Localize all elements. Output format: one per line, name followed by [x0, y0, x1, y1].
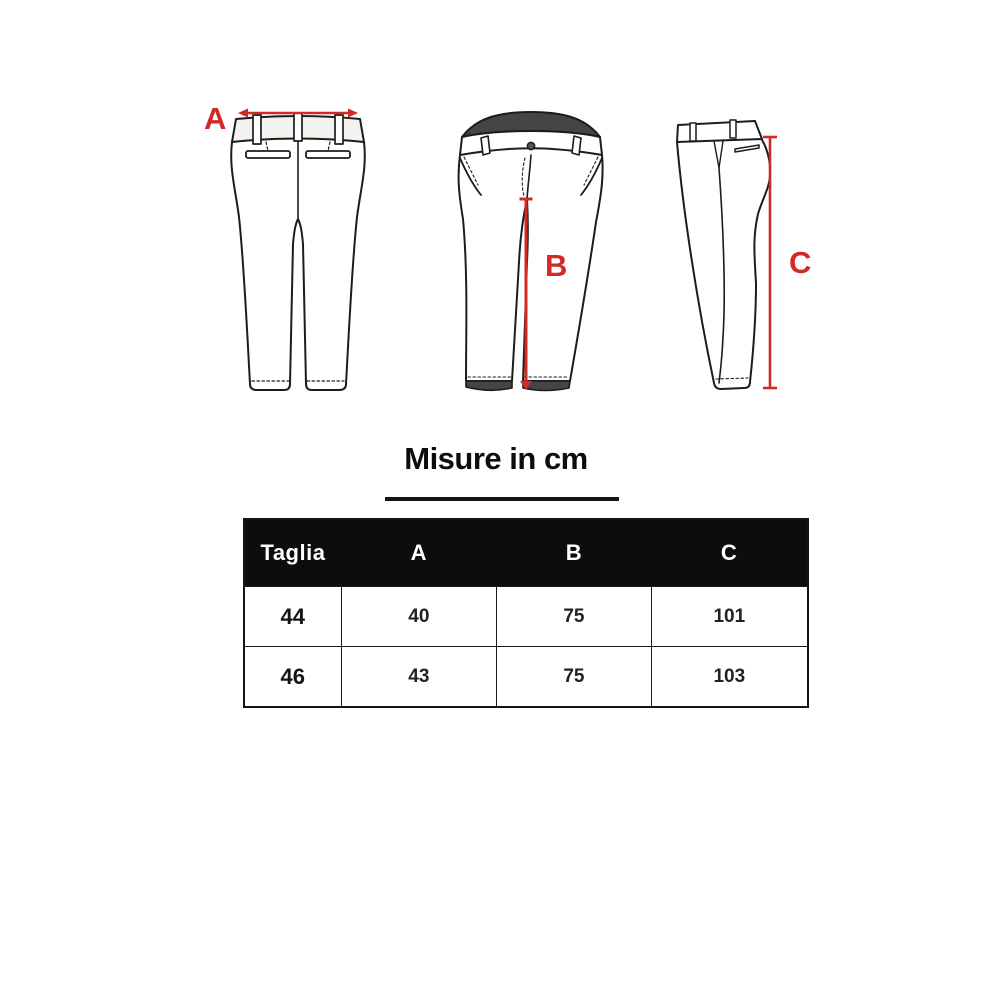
measure-label-a: A — [204, 101, 227, 136]
header-cell-b: B — [497, 519, 652, 587]
belt-loop — [730, 120, 736, 138]
belt-loop — [690, 123, 696, 141]
title-underline — [385, 497, 619, 501]
size-table — [243, 518, 809, 708]
cell-46-c: 103 — [651, 647, 808, 708]
header-cell-c: C — [651, 519, 808, 587]
header-cell-taglia: Taglia — [244, 519, 341, 587]
belt-loop — [572, 136, 581, 155]
pants-side-view-figure — [650, 92, 825, 402]
size-table-header-row — [244, 519, 808, 587]
pants-back-view-figure — [190, 92, 390, 402]
belt-loop — [294, 113, 302, 141]
measure-label-b: B — [545, 248, 568, 283]
back-pocket-welt — [246, 151, 290, 158]
cell-size-44: 44 — [244, 587, 341, 647]
back-pocket-welt — [306, 151, 350, 158]
cell-46-b: 75 — [497, 647, 652, 708]
pants-back-view-drawing — [190, 92, 390, 402]
cell-44-c: 101 — [651, 587, 808, 647]
belt-loop — [253, 115, 261, 144]
cell-size-46: 46 — [244, 647, 341, 708]
table-row — [244, 647, 808, 708]
cell-44-b: 75 — [497, 587, 652, 647]
waist-button — [527, 142, 534, 149]
measure-label-c: C — [789, 245, 812, 280]
pants-front-view-figure — [435, 92, 635, 402]
table-row — [244, 587, 808, 647]
belt-loop — [481, 136, 490, 155]
cell-46-a: 43 — [341, 647, 497, 708]
header-cell-a: A — [341, 519, 497, 587]
cell-44-a: 40 — [341, 587, 497, 647]
hem-cuff-dark — [466, 381, 512, 390]
pants-side-view-drawing — [650, 92, 825, 402]
size-chart-title: Misure in cm — [404, 441, 588, 476]
front-legs-outline — [459, 155, 603, 381]
pants-front-view-drawing — [435, 92, 635, 402]
belt-loop — [335, 115, 343, 144]
